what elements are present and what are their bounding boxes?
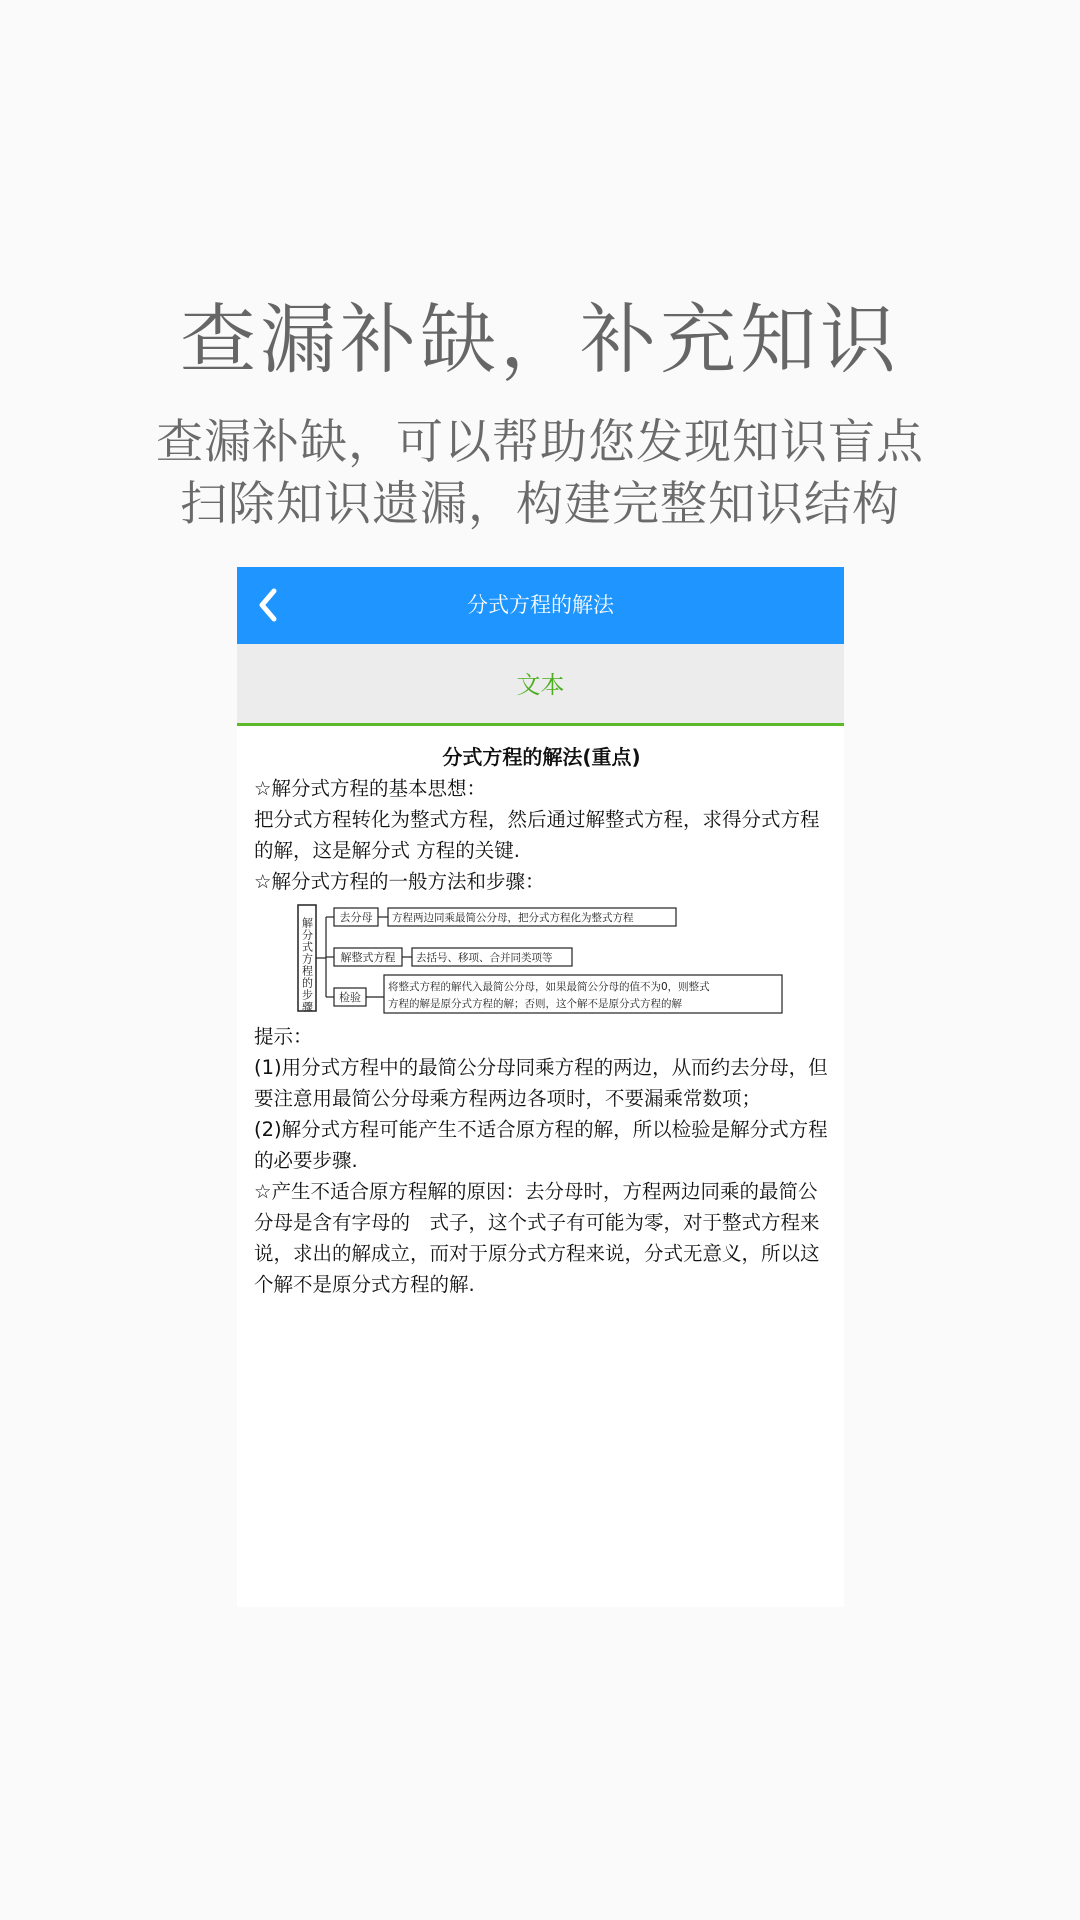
diagram-step2-desc: 去括号、移项、合并同类项等: [416, 952, 553, 964]
paragraph: ☆产生不适合原方程解的原因：去分母时，方程两边同乘的最简公分母是含有字母的 式子，这个式子有可能为零，对于整式方程来说，求出的解成立，而对于原分式方程来说，分式无意义，所以这个解不是原分式方程的解.: [254, 1180, 820, 1296]
back-button[interactable]: [245, 581, 293, 629]
diagram-step1-desc: 方程两边同乘最简公分母，把分式方程化为整式方程: [392, 912, 634, 924]
chevron-left-icon: [254, 585, 284, 625]
diagram-step1: 去分母: [339, 911, 373, 924]
article-title: 分式方程的解法(重点): [442, 745, 641, 769]
diagram-step3-desc-line1: 将整式方程的解代入最简公分母，如果最简公分母的值不为0，则整式: [388, 981, 710, 993]
tab-bar: [237, 644, 844, 726]
diagram-step3-desc-line2: 方程的解是原分式方程的解；否则，这个解不是原分式方程的解: [388, 998, 682, 1010]
diagram-step3: 检验: [339, 991, 361, 1004]
app-header: [237, 567, 844, 644]
steps-diagram: [296, 903, 786, 1015]
paragraph: (2)解分式方程可能产生不适合原方程的解，所以检验是解分式方程的必要步骤.: [254, 1118, 828, 1172]
page-title: 分式方程的解法: [467, 593, 614, 617]
paragraph: (1)用分式方程中的最简公分母同乘方程的两边，从而约去分母，但要注意用最简公分母乘方程两边各项时，不要漏乘常数项；: [254, 1056, 828, 1110]
paragraph: ☆解分式方程的一般方法和步骤：: [254, 870, 545, 893]
promo-subtitle-line1: 查漏补缺，可以帮助您发现知识盲点: [156, 415, 924, 470]
diagram-root-label: 解分式方程的步骤: [300, 917, 314, 1013]
article-content: [254, 742, 829, 1300]
tab-text[interactable]: 文本: [516, 671, 565, 699]
promo-subtitle: [0, 412, 1080, 536]
diagram-step2: 解整式方程: [340, 951, 396, 964]
promo-title: 查漏补缺，补充知识: [180, 295, 900, 384]
phone-screenshot: [237, 567, 844, 1607]
paragraph: 把分式方程转化为整式方程，然后通过解整式方程，求得分式方程的解，这是解分式 方程的关键.: [254, 808, 820, 862]
promo-subtitle-line2: 扫除知识遗漏，构建完整知识结构: [180, 477, 900, 532]
paragraph: ☆解分式方程的基本思想：: [254, 777, 486, 800]
paragraph: 提示：: [254, 1025, 313, 1048]
